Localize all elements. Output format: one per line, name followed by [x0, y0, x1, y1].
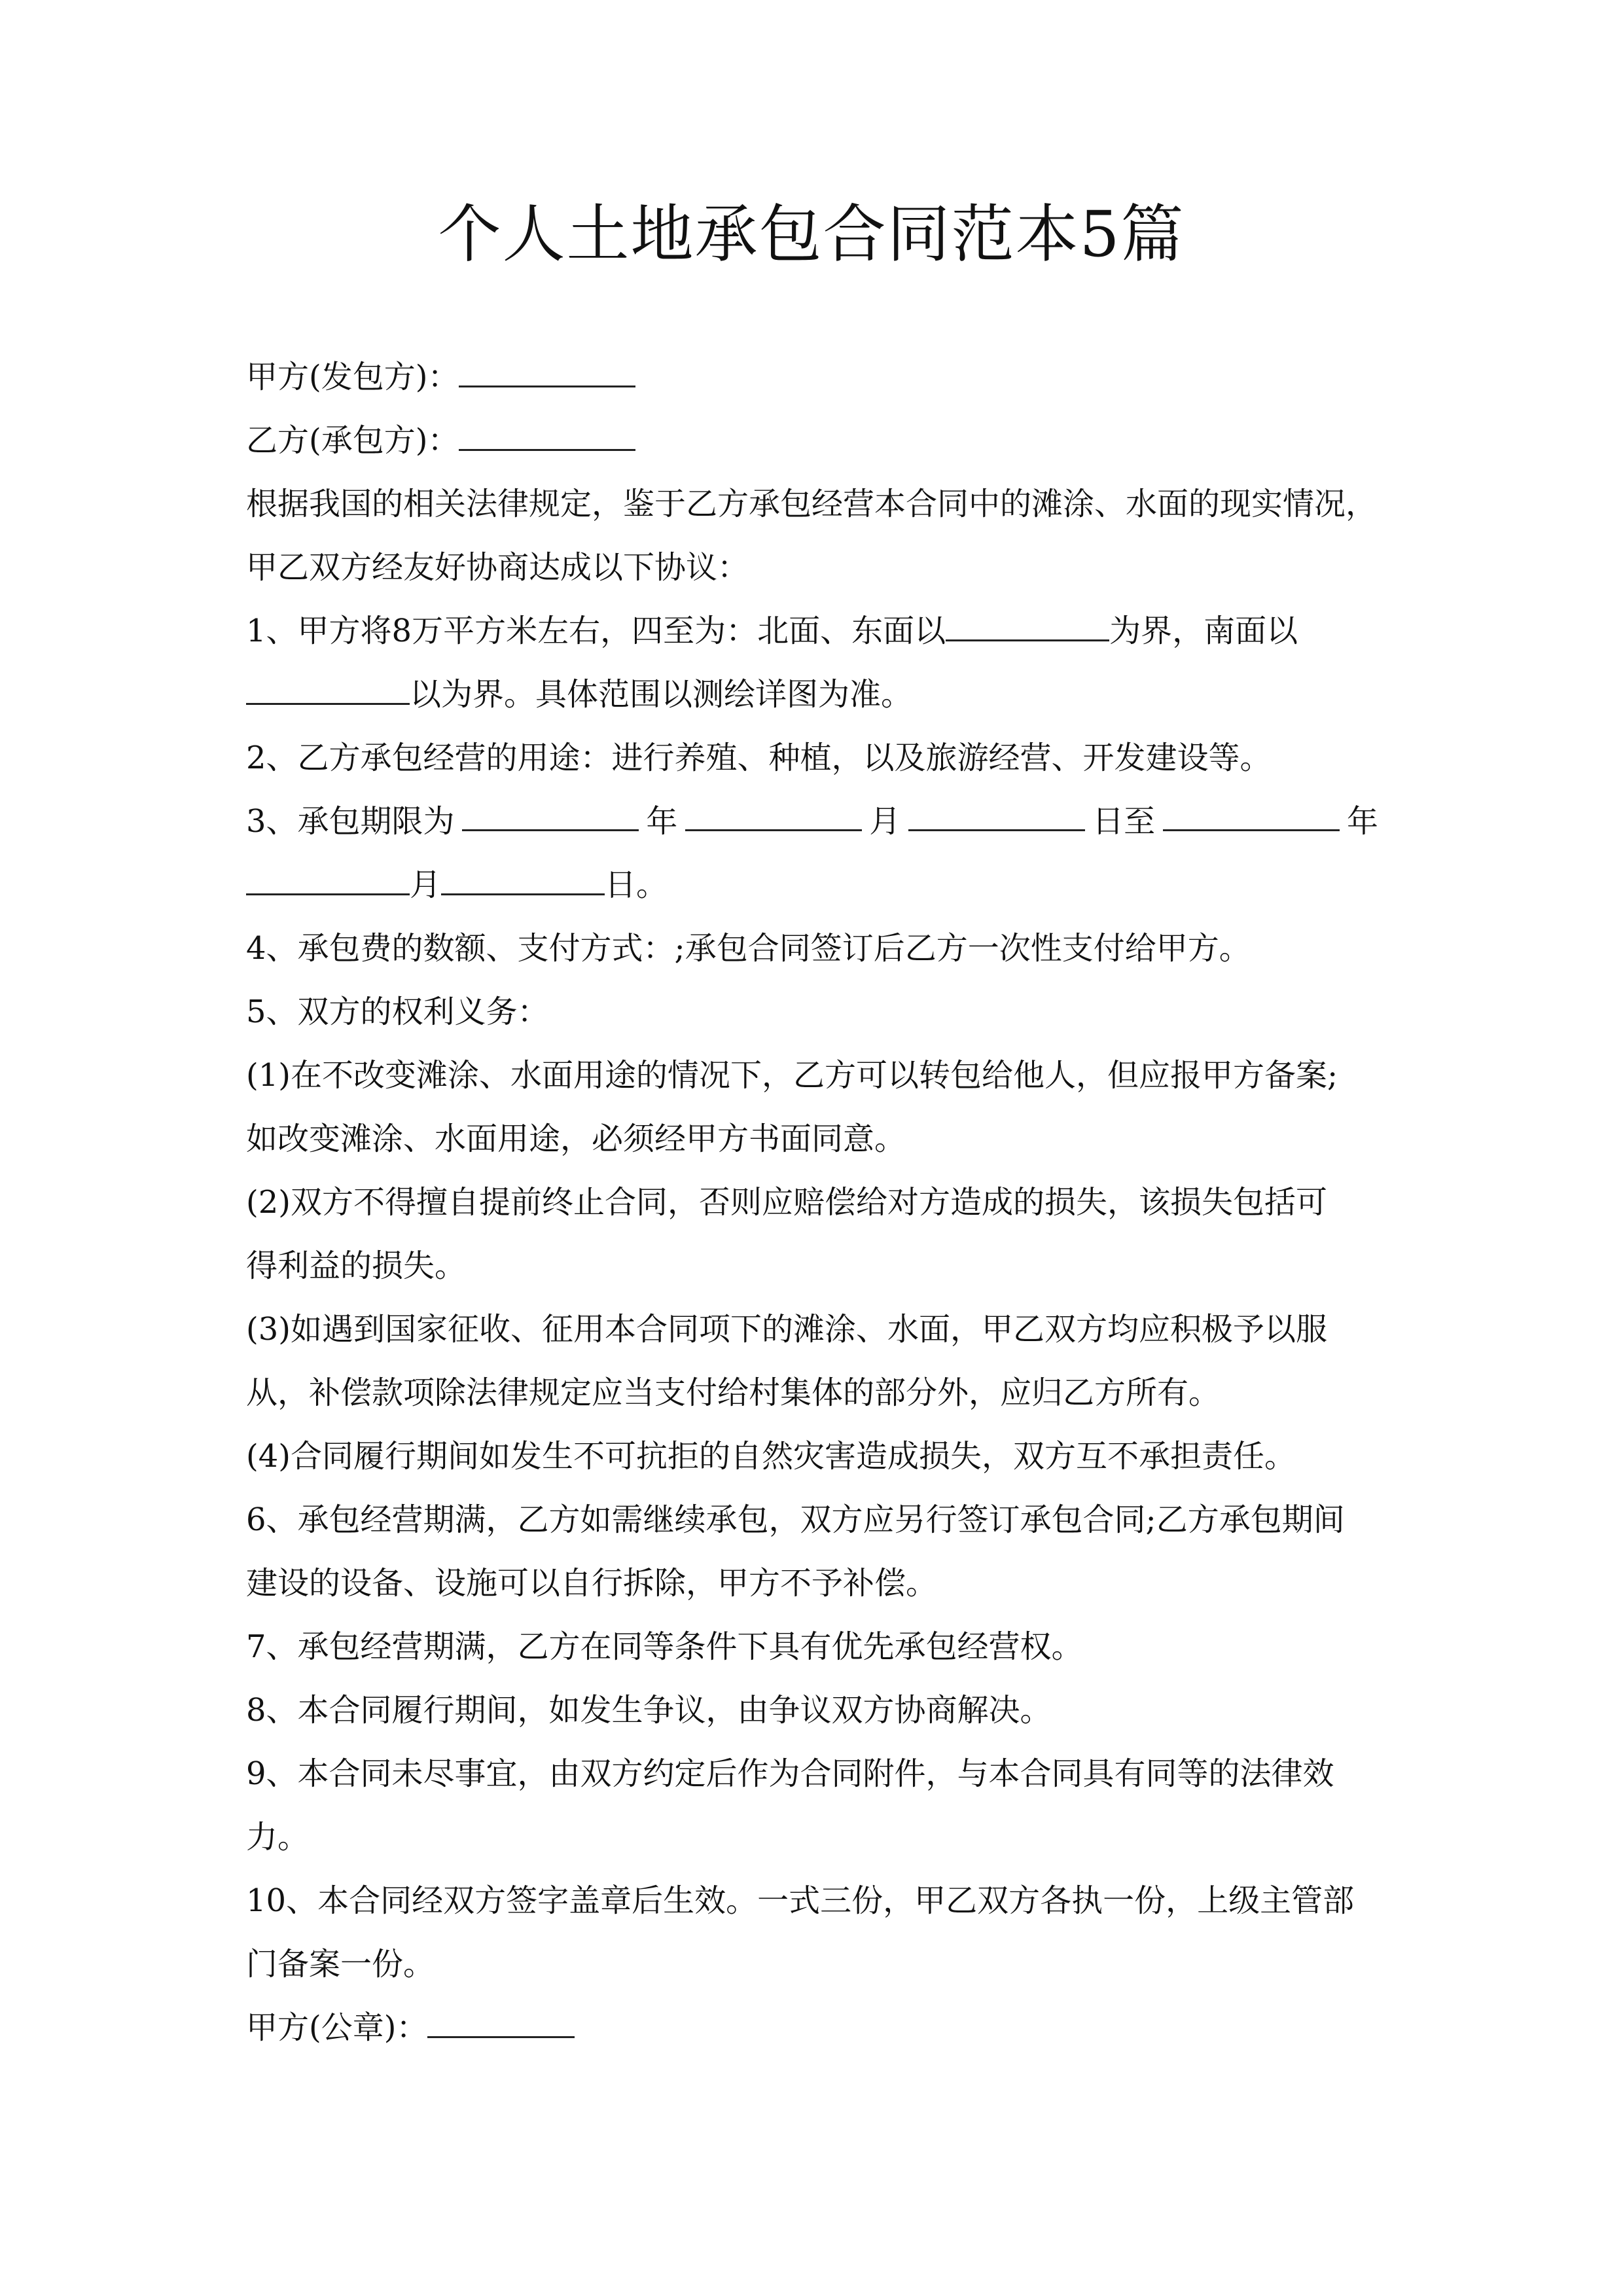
clause-10-line-1: 10、本合同经双方签字盖章后生效。一式三份，甲乙双方各执一份，上级主管部: [246, 1882, 1355, 1919]
clause-3-day-end-label: 日。: [605, 867, 668, 903]
clause-9-line-1: 9、本合同未尽事宜，由双方约定后作为合同附件，与本合同具有同等的法律效: [246, 1755, 1334, 1792]
end-month-blank[interactable]: [246, 854, 410, 895]
clause-1-text-a: 1、甲方将8万平方米左右，四至为：北面、东面以: [246, 613, 946, 649]
party-b-blank[interactable]: [459, 410, 635, 451]
end-year-blank[interactable]: [1163, 790, 1340, 831]
clause-3-year2-label: 年: [1346, 803, 1378, 840]
clause-3-year-label: 年: [646, 803, 678, 840]
sub-clause-4: (4)合同履行期间如发生不可抗拒的自然灾害造成损失，双方互不承担责任。: [246, 1438, 1296, 1475]
preamble-line-2: 甲乙双方经友好协商达成以下协议：: [246, 549, 749, 586]
clause-8: 8、本合同履行期间，如发生争议，由争议双方协商解决。: [246, 1692, 1052, 1729]
start-month-blank[interactable]: [685, 790, 862, 831]
sub-clause-1-line-1: (1)在不改变滩涂、水面用途的情况下，乙方可以转包给他人，但应报甲方备案;: [246, 1057, 1338, 1094]
clause-1-line-2: [246, 663, 1378, 726]
clause-1-blank-south[interactable]: [246, 664, 410, 705]
clause-9-line-2: 力。: [246, 1819, 310, 1856]
sub-clause-3-line-1: (3)如遇到国家征收、征用本合同项下的滩涂、水面，甲乙双方均应积极予以服: [246, 1311, 1327, 1348]
signature-line: [246, 1996, 1378, 2060]
document-title: 个人土地承包合同范本5篇: [438, 198, 1185, 271]
clause-3-prefix: 3、承包期限为: [246, 803, 455, 840]
clause-3-line-1: [246, 790, 1378, 853]
party-a-label: 甲方(发包方)：: [246, 359, 459, 395]
clause-3-line-2: [246, 853, 1378, 917]
signature-label: 甲方(公章)：: [246, 2009, 428, 2046]
clause-7: 7、承包经营期满，乙方在同等条件下具有优先承包经营权。: [246, 1628, 1083, 1665]
party-b-line: [246, 409, 1378, 473]
clause-1-blank-east[interactable]: [946, 600, 1109, 641]
clause-1-line-1: [246, 600, 1378, 663]
signature-blank[interactable]: [427, 1997, 575, 2038]
party-a-line: [246, 346, 1378, 409]
start-year-blank[interactable]: [462, 790, 639, 831]
clause-3-month2-label: 月: [410, 867, 442, 903]
clause-6-line-2: 建设的设备、设施可以自行拆除，甲方不予补偿。: [246, 1565, 938, 1602]
party-b-label: 乙方(承包方)：: [246, 422, 459, 459]
end-day-blank[interactable]: [441, 854, 605, 895]
sub-clause-1-line-2: 如改变滩涂、水面用途，必须经甲方书面同意。: [246, 1121, 906, 1157]
clause-3-day-to-label: 日至: [1092, 803, 1156, 840]
clause-3-month-label: 月: [869, 803, 901, 840]
clause-1-text-b: 为界，南面以: [1109, 613, 1298, 649]
preamble-line-1: 根据我国的相关法律规定，鉴于乙方承包经营本合同中的滩涂、水面的现实情况，: [246, 486, 1378, 522]
contract-body: [246, 346, 1378, 2060]
sub-clause-2-line-2: 得利益的损失。: [246, 1247, 467, 1284]
sub-clause-3-line-2: 从，补偿款项除法律规定应当支付给村集体的部分外，应归乙方所有。: [246, 1374, 1221, 1411]
clause-1-text-c: 以为界。具体范围以测绘详图为准。: [410, 676, 913, 713]
start-day-blank[interactable]: [908, 790, 1085, 831]
clause-4: 4、承包费的数额、支付方式：;承包合同签订后乙方一次性支付给甲方。: [246, 930, 1251, 967]
party-a-blank[interactable]: [459, 346, 635, 387]
clause-10-line-2: 门备案一份。: [246, 1946, 435, 1982]
clause-6-line-1: 6、承包经营期满，乙方如需继续承包，双方应另行签订承包合同;乙方承包期间: [246, 1501, 1345, 1538]
sub-clause-2-line-1: (2)双方不得擅自提前终止合同，否则应赔偿给对方造成的损失，该损失包括可: [246, 1184, 1327, 1221]
clause-2: 2、乙方承包经营的用途：进行养殖、种植，以及旅游经营、开发建设等。: [246, 740, 1272, 776]
clause-5: 5、双方的权利义务：: [246, 994, 549, 1030]
